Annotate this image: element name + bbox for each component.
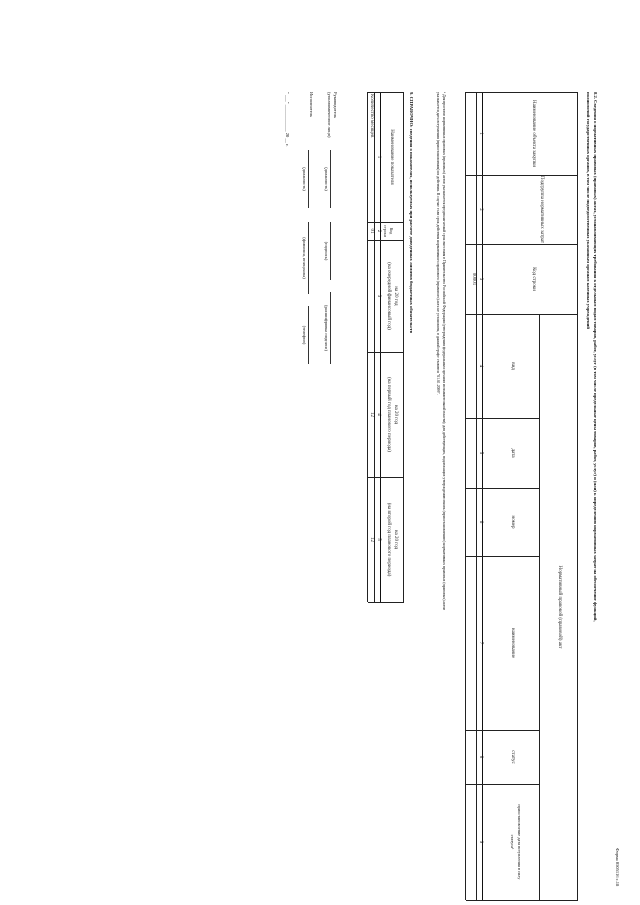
col-date: дата — [510, 448, 515, 458]
num-9: 9 — [478, 840, 483, 844]
position-caption-2: (должность) — [302, 167, 307, 191]
row-label: Количество месяцев — [369, 94, 374, 138]
col-year-1-sub: (на очередной финансовый год) — [386, 262, 391, 330]
head-label: Руководитель — [333, 92, 338, 119]
t2-num-4: 4 — [376, 413, 381, 416]
num-4: 4 — [478, 364, 483, 368]
t2-num-1: 1 — [376, 155, 381, 159]
col-indicator: Наименование показателя — [389, 129, 394, 185]
col-line-code: Код строки — [531, 267, 536, 291]
fio-caption: (фамилия, инициалы) — [302, 237, 307, 279]
signature-caption: (подпись) — [324, 241, 329, 261]
col-type: вид — [510, 362, 515, 370]
t2-num-5: 5 — [376, 538, 381, 541]
col-name: наименование — [510, 627, 515, 659]
head-label-2: (уполномоченное лицо) — [327, 92, 332, 138]
footnote-2: указывается дата вступления (приостановления) их действия. В случае если срок действия нормативного правового (правового) акта не установлен, в данной графе ставится "01.01.2099". — [436, 92, 440, 395]
num-5: 5 — [478, 451, 483, 455]
col-number: номер — [510, 515, 515, 529]
col-line-code-2: Код строки — [383, 225, 394, 237]
section-9-title: 9. СПРАВОЧНО: сведения о показателях, используемых при расчете доведенных лимитов бюджетных обязательств — [409, 92, 414, 334]
t2-num-2: 2 — [376, 229, 381, 233]
col-year-2: на 20 год — [393, 404, 398, 425]
decoding-caption: (расшифровка подписи) — [324, 305, 329, 351]
col-year-2-sub: (на первый год планового периода) — [386, 377, 391, 452]
phone-caption: (телефон) — [302, 325, 307, 345]
performer-label: Исполнитель — [309, 92, 314, 118]
col-status: статус — [510, 750, 515, 764]
section-8-2-title: 8.2. Сведения о нормативных правовых (правовых) актах, устанавливающих требования к отдельным видам товаров, работ, услуг (в том числе предельные цены товаров, работ, услуг) и (или) к определению нормативных затрат на обеспечение функций, — [593, 92, 598, 622]
position-caption: (должность) — [324, 167, 329, 191]
form-code: Форма 0505116 с.18 — [615, 848, 620, 887]
num-2: 2 — [478, 208, 483, 211]
col-suspension: приостановление дата вступления в силу — [517, 804, 522, 880]
col-object: Наименование объекта закупки — [531, 99, 536, 168]
num-6: 6 — [478, 520, 483, 524]
row-value-2: 12 — [369, 412, 374, 417]
num-3: 3 — [478, 277, 483, 281]
num-7: 7 — [478, 641, 483, 645]
col-year-1: на 20 год — [393, 286, 398, 306]
num-1: 1 — [478, 132, 483, 135]
section-8-2-title-2: полномочий государственных органов, в том числе подведомственных указанным органам казенных учреждений — [586, 92, 591, 329]
footnote-1: ¹ Для проектов нормативных правовых (правовых) актов указывается предполагаемый срок внесения в Правительство Российской Федерации (утверждения федеральным органом исполнительной власти); для действующих, подлежащих утверждению вновь (приостановлению) нормативных правовых (правовых) актов — [442, 92, 446, 611]
date-line: " ___" ____________ 20 __ г. — [285, 92, 290, 147]
row-value-3: 12 — [369, 537, 374, 542]
col-normative-act: Нормативный правовой (правовой) акт — [557, 565, 562, 649]
col-subgroup: Подгруппа нормативных затрат — [539, 175, 544, 244]
col-year-3-sub: (на второй год планового периода) — [386, 502, 391, 577]
row-code-2: 01 — [369, 228, 374, 234]
row-code: 00001 — [471, 272, 476, 286]
col-year-3: на 20 год — [393, 529, 398, 550]
num-8: 8 — [478, 755, 483, 759]
t2-num-3: 3 — [376, 294, 381, 298]
col-suspension-2: статуса¹ — [510, 834, 515, 850]
